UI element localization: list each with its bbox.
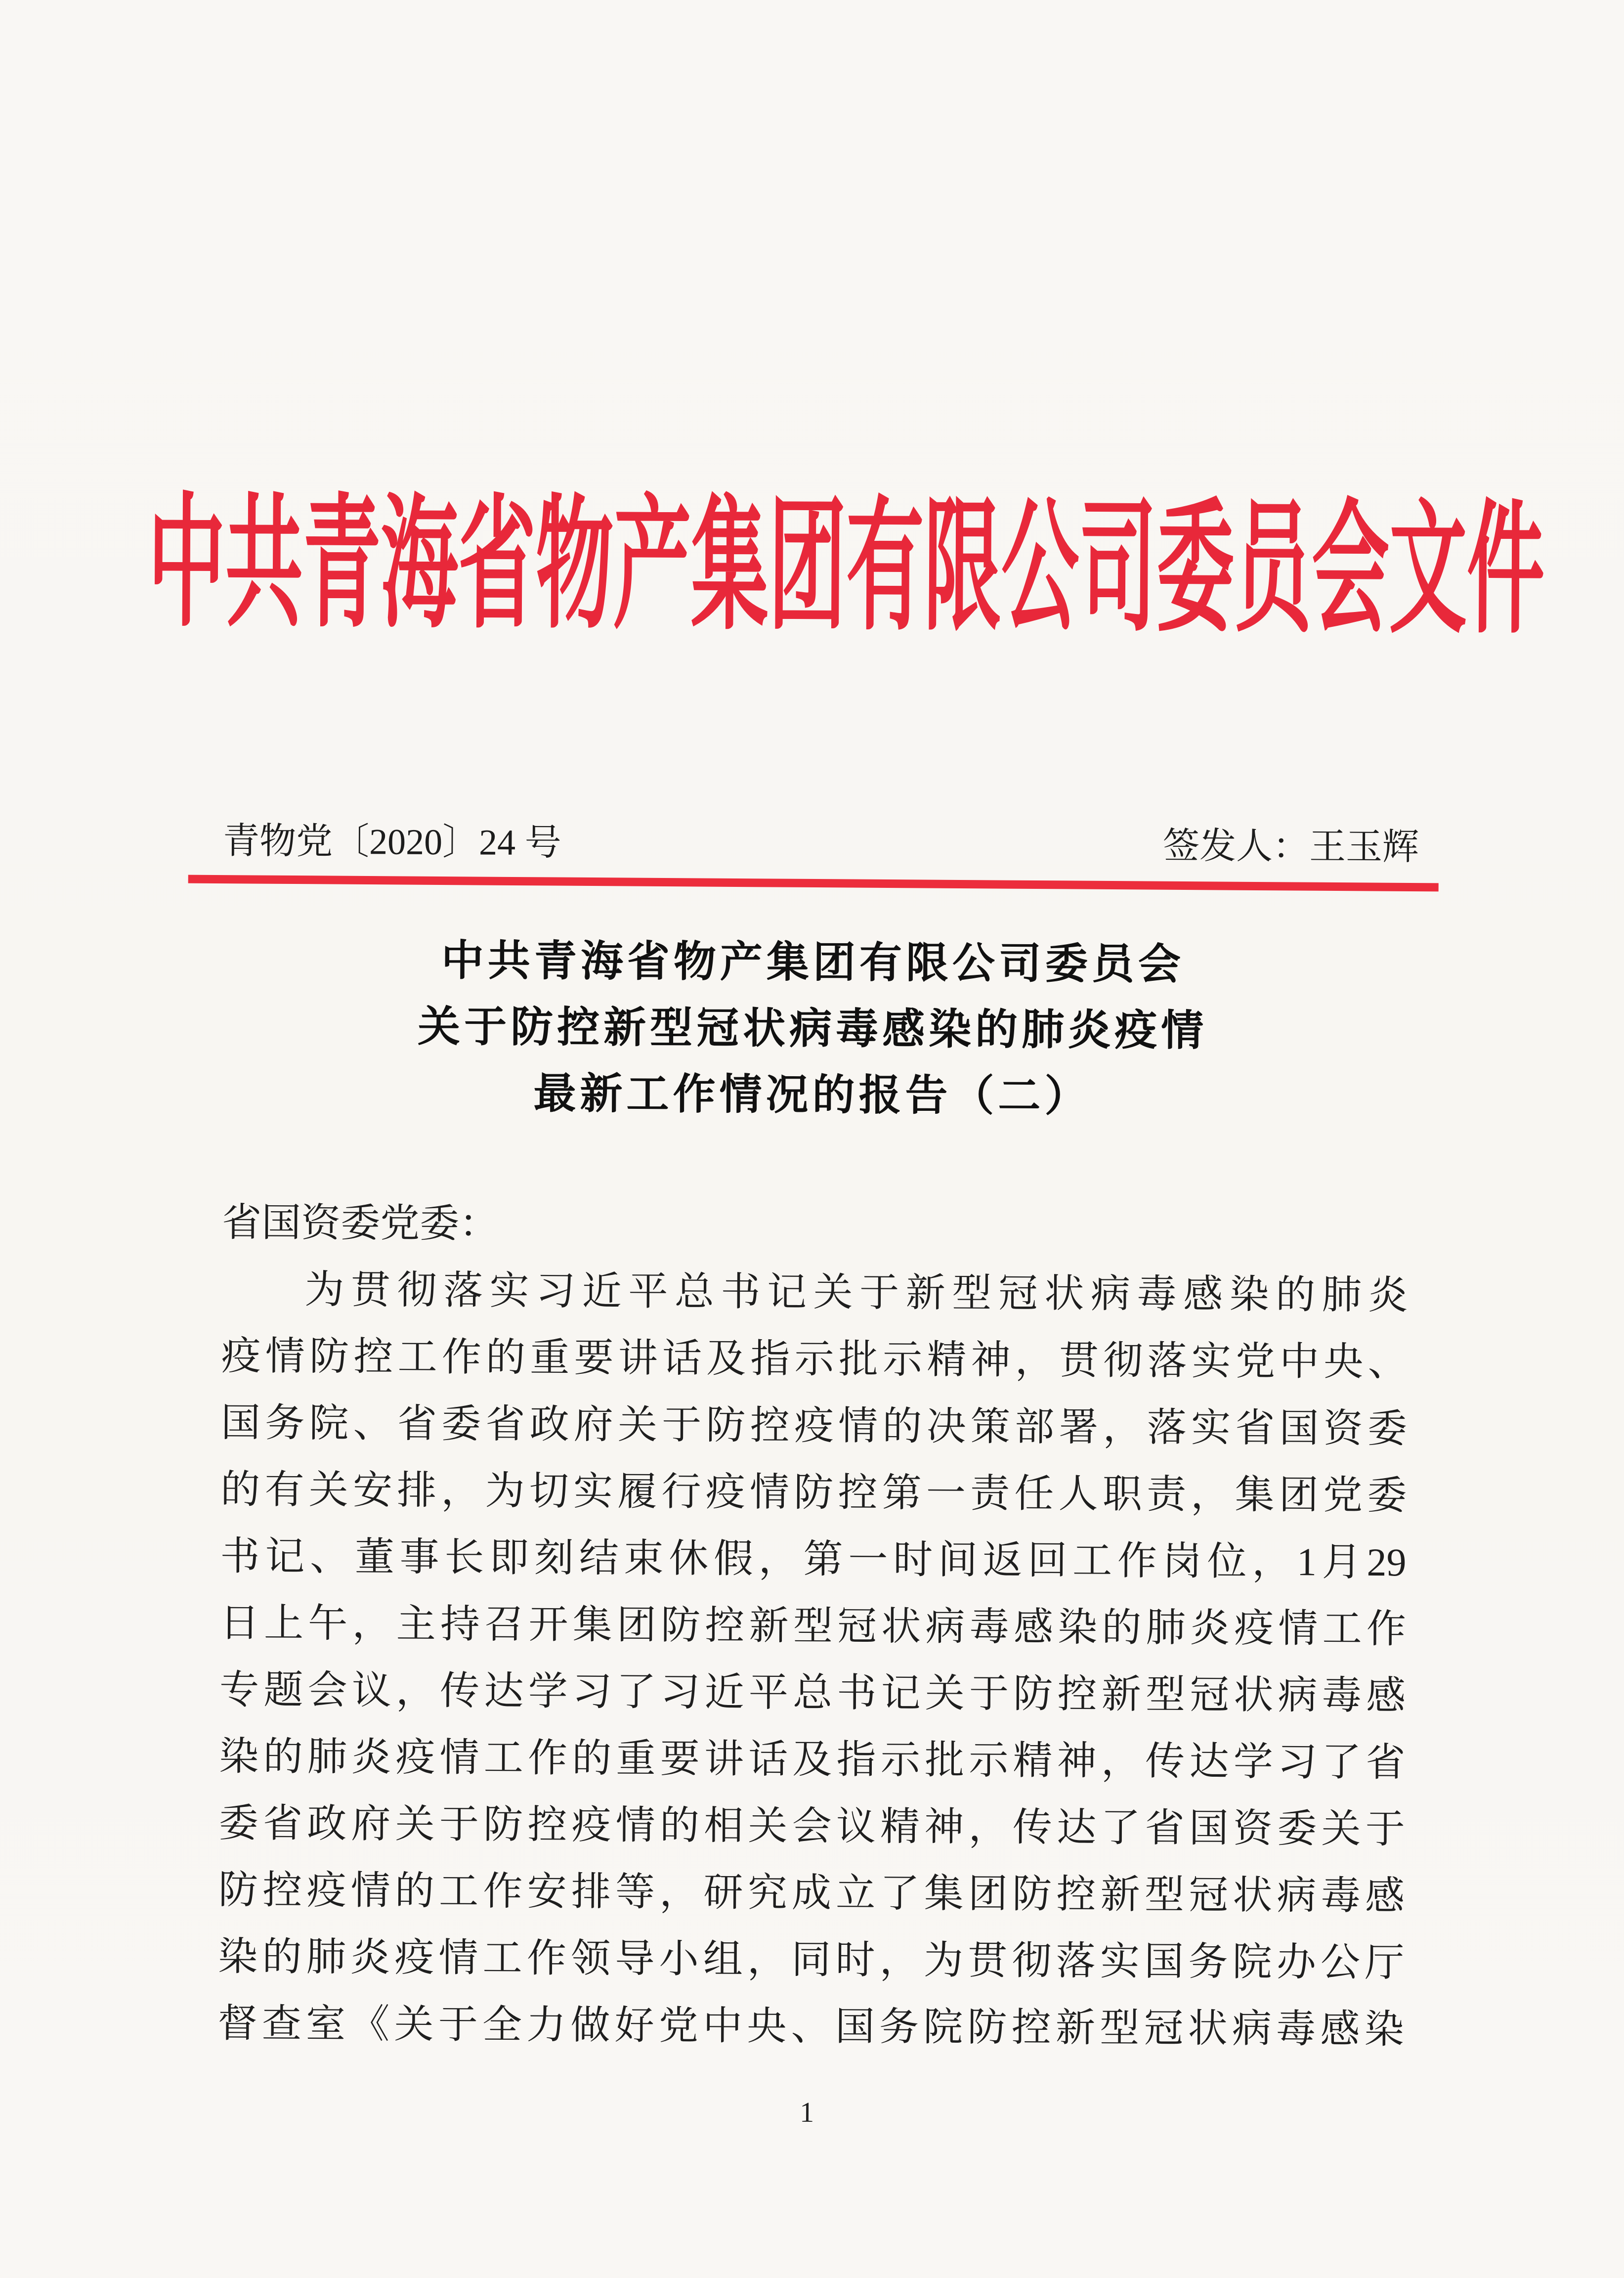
- doc-meta-row: [188, 818, 1439, 870]
- body-line: 染的肺炎疫情工作领导小组，同时，为贯彻落实国务院办公厅: [218, 1935, 1405, 1985]
- salutation: 省国资委党委：: [221, 1201, 499, 1246]
- body-line: 防控疫情的工作安排等，研究成立了集团防控新型冠状病毒感: [218, 1868, 1405, 1919]
- document-title: [0, 925, 1624, 1132]
- doc-number: 青物党〔2020〕24 号: [222, 821, 561, 864]
- issuer-name: 签发人：王玉辉: [1162, 826, 1419, 868]
- document-body: [217, 1190, 1408, 2064]
- red-separator-line: [188, 875, 1439, 892]
- document-title-line-1: 中共青海省物产集团有限公司委员会: [441, 937, 1185, 988]
- body-line: 督查室《关于全力做好党中央、国务院防控新型冠状病毒感染: [217, 2002, 1404, 2052]
- body-line: 疫情防控工作的重要讲话及指示批示精神，贯彻落实党中央、: [221, 1334, 1408, 1385]
- body-line: 为贯彻落实习近平总书记关于新型冠状病毒感染的肺炎: [304, 1268, 1408, 1318]
- body-line: 国务院、省委省政府关于防控疫情的决策部署，落实省国资委: [220, 1401, 1408, 1451]
- document-title-line-3: 最新工作情况的报告（二）: [533, 1070, 1091, 1120]
- body-line: 染的肺炎疫情工作的重要讲话及指示批示精神，传达学习了省: [219, 1735, 1406, 1785]
- body-line: 委省政府关于防控疫情的相关会议精神，传达了省国资委关于: [218, 1801, 1405, 1852]
- letterhead-title: 中共青海省物产集团有限公司委员会文件: [147, 484, 1545, 651]
- document-title-line-2: 关于防控新型冠状病毒感染的肺炎疫情: [417, 1003, 1208, 1055]
- body-line: 专题会议，传达学习了习近平总书记关于防控新型冠状病毒感: [219, 1668, 1406, 1718]
- page-number: 1: [800, 2096, 814, 2129]
- body-line: 的有关安排，为切实履行疫情防控第一责任人职责，集团党委: [220, 1468, 1407, 1518]
- body-line: 书记、董事长即刻结束休假，第一时间返回工作岗位，1月29: [220, 1534, 1407, 1585]
- body-line: 日上午，主持召开集团防控新型冠状病毒感染的肺炎疫情工作: [219, 1601, 1407, 1652]
